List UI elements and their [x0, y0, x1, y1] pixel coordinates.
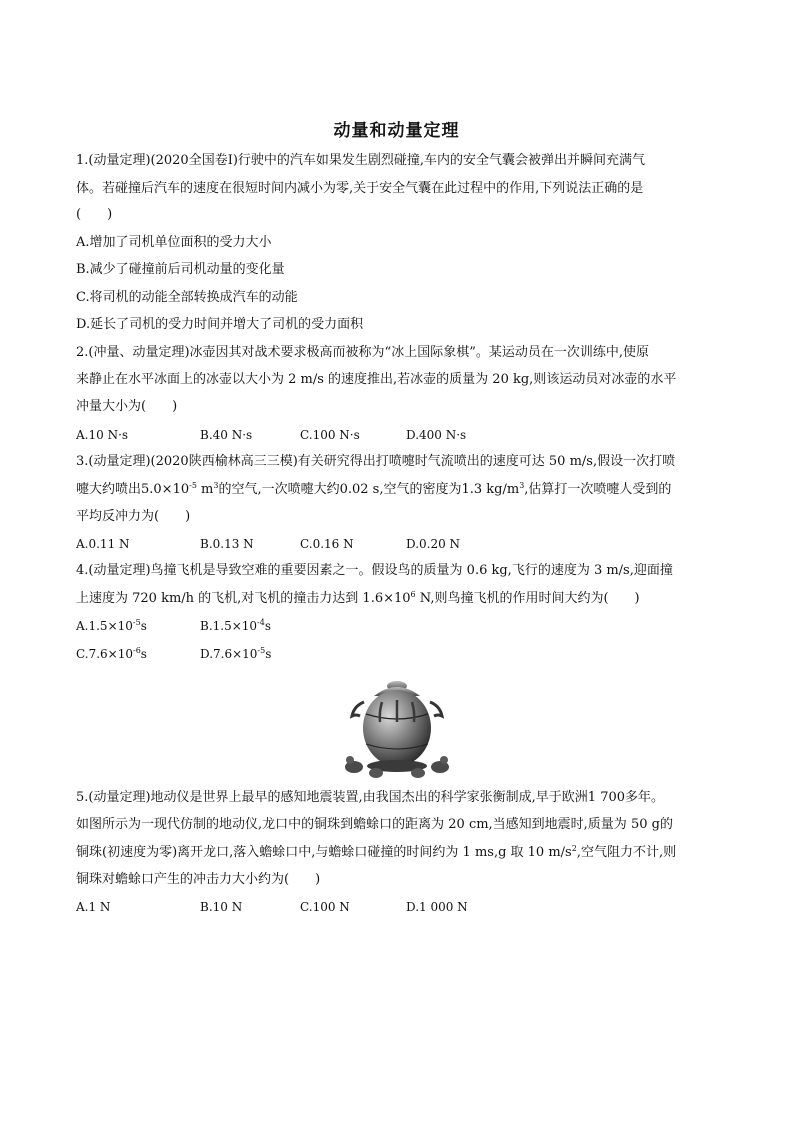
q1-option-a: A.增加了司机单位面积的受力大小	[76, 235, 272, 250]
q3-text: 的空气,一次喷嚏大约0.02 s,空气的密度为1.3 kg/m	[218, 482, 520, 497]
q2-option-a: A.10 N·s	[76, 428, 129, 442]
q4-option-c	[76, 645, 200, 663]
q3-text: ,估算打一次喷嚏人受到的	[524, 482, 672, 497]
q4-option-a-unit: s	[140, 619, 147, 633]
toad-front-left	[369, 768, 383, 778]
q5-option-b: B.10 N	[200, 900, 243, 914]
q2-stem-line2: 来静止在水平冰面上的冰壶以大小为 2 m/s 的速度推出,若冰壶的质量为 20 kg,则该运动员对冰壶的水平	[76, 372, 677, 387]
q3-option-d: D.0.20 N	[406, 537, 461, 551]
q4-option-a-base: A.1.5×10	[76, 619, 133, 633]
q4-option-a-exponent: -5	[132, 618, 141, 627]
q2-options	[76, 426, 466, 444]
q3-exponent: 3	[213, 481, 219, 490]
q4-text: N,则鸟撞飞机的作用时间大约为( )	[415, 591, 640, 606]
q4-option-b-unit: s	[264, 619, 272, 633]
q2-option-b: B.40 N·s	[200, 428, 253, 442]
q4-option-c-exponent: -6	[132, 646, 141, 655]
q4-options-row1	[76, 617, 271, 635]
q5-text: 铜珠(初速度为零)离开龙口,落入蟾蜍口中,与蟾蜍口碰撞的时间约为 1 ms,g 取 10 m/s	[76, 845, 572, 860]
q4-option-b	[200, 617, 271, 635]
q4-options-row2	[76, 645, 271, 663]
dragon-left	[352, 702, 364, 716]
q3-stem-line2	[76, 481, 671, 499]
q3-stem-line1: 3.(动量定理)(2020陕西榆林高三三模)有关研究得出打喷嚏时气流喷出的速度可达 50 m/s,假设一次打喷	[76, 454, 676, 469]
page-title: 动量和动量定理	[333, 121, 460, 141]
q5-option-c: C.100 N	[300, 900, 350, 914]
q5-stem-line1: 5.(动量定理)地动仪是世界上最早的感知地震装置,由我国杰出的科学家张衡制成,早于欧洲1 700多年。	[76, 790, 665, 805]
q5-text: ,空气阻力不计,则	[576, 845, 677, 860]
q1-option-c: C.将司机的动能全部转换成汽车的动能	[76, 290, 298, 305]
q5-exponent: 2	[571, 844, 577, 853]
q3-exponent: 3	[519, 481, 525, 490]
q5-stem-line2: 如图所示为一现代仿制的地动仪,龙口中的铜珠到蟾蜍口的距离为 20 cm,当感知到地震时,质量为 50 g的	[76, 817, 673, 832]
q3-option-b: B.0.13 N	[200, 537, 254, 551]
q1-stem-line2: 体。若碰撞后汽车的速度在很短时间内减小为零,关于安全气囊在此过程中的作用,下列说法正确的是	[76, 181, 644, 196]
q4-option-b-base: B.1.5×10	[200, 619, 258, 633]
q5-stem-line3	[76, 844, 676, 862]
q3-exponent: -5	[189, 481, 197, 490]
q4-exponent: 6	[410, 590, 416, 599]
q4-text: 上速度为 720 km/h 的飞机,对飞机的撞击力达到 1.6×10	[76, 591, 411, 606]
q4-option-d-unit: s	[265, 647, 272, 661]
q5-stem-line4: 铜珠对蟾蜍口产生的冲击力大小约为( )	[76, 872, 321, 887]
toad-front-right	[411, 768, 425, 778]
q2-stem-line3: 冲量大小为( )	[76, 399, 178, 414]
q1-stem-line3: ( )	[76, 207, 113, 222]
q4-option-b-exponent: -4	[257, 618, 265, 627]
seismograph-figure	[336, 672, 458, 782]
q4-option-d	[200, 645, 271, 663]
q4-option-d-base: D.7.6×10	[200, 647, 258, 661]
q3-text: 嚏大约喷出5.0×10	[76, 482, 190, 497]
q3-options	[76, 535, 460, 553]
q4-option-c-unit: s	[140, 647, 147, 661]
q4-option-c-base: C.7.6×10	[76, 647, 133, 661]
q3-option-a: A.0.11 N	[76, 537, 130, 551]
q2-stem-line1: 2.(冲量、动量定理)冰壶因其对战术要求极高而被称为“冰上国际象棋”。某运动员在一次训练中,使原	[76, 345, 649, 360]
q2-option-d: D.400 N·s	[406, 428, 467, 442]
q4-stem-line1: 4.(动量定理)鸟撞飞机是导致空难的重要因素之一。假设鸟的质量为 0.6 kg,飞行的速度为 3 m/s,迎面撞	[76, 563, 673, 578]
q5-options	[76, 898, 468, 916]
q4-option-a	[76, 617, 200, 635]
q5-option-a: A.1 N	[76, 900, 111, 914]
q4-option-d-exponent: -5	[257, 646, 266, 655]
q5-option-d: D.1 000 N	[406, 900, 468, 914]
q1-option-d: D.延长了司机的受力时间并增大了司机的受力面积	[76, 317, 364, 332]
q3-stem-line3: 平均反冲力为( )	[76, 509, 191, 524]
q3-text: m	[196, 482, 214, 497]
dragon-right	[430, 702, 442, 716]
q1-option-b: B.减少了碰撞前后司机动量的变化量	[76, 262, 285, 277]
q2-option-c: C.100 N·s	[300, 428, 360, 442]
q3-option-c: C.0.16 N	[300, 537, 354, 551]
q4-stem-line2	[76, 590, 640, 608]
q1-stem-line1: 1.(动量定理)(2020全国卷Ⅰ)行驶中的汽车如果发生剧烈碰撞,车内的安全气囊会被弹出并瞬间充满气	[76, 153, 646, 168]
